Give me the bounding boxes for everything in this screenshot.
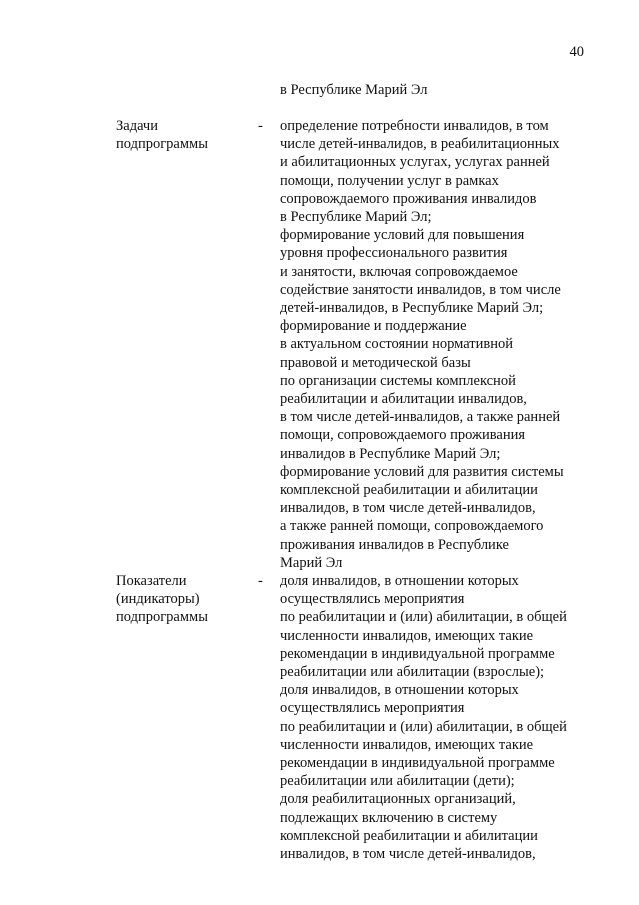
header-continuation-line: в Республике Марий Эл — [280, 82, 428, 98]
page-number: 40 — [569, 44, 584, 60]
indicator-paragraph: доля реабилитационных организаций, подлежащих включению в систему комплексной реабилитации и абилитации инвалидов, в том числе детей-инвалидов, — [280, 791, 538, 863]
indicator-paragraph: доля инвалидов, в отношении которых осуществлялись мероприятия по реабилитации и (или) абилитации, в общей численности инвалидов, имеющих такие рекомендации в индивидуальной программе реабилитации или абилитации (дети); — [280, 682, 567, 790]
task-paragraph: формирование условий для развития системы комплексной реабилитации и абилитации инвалидов, в том числе детей-инвалидов, а также ранней помощи, сопровождаемого проживания инвалидов в Республике Марий Эл — [280, 463, 564, 571]
section-content-indicators — [280, 572, 585, 863]
section-tasks — [116, 117, 586, 571]
section-content-tasks — [280, 117, 585, 572]
indicator-paragraph: доля инвалидов, в отношении которых осуществлялись мероприятия по реабилитации и (или) абилитации, в общей численности инвалидов, имеющих такие рекомендации в индивидуальной программе реабилитации или абилитации (взрослые); — [280, 573, 567, 681]
section-label-tasks: Задачи подпрограммы — [116, 118, 208, 153]
section-label-indicators: Показатели (индикаторы) подпрограммы — [116, 573, 208, 626]
section-indicators — [116, 572, 586, 872]
task-paragraph: формирование и поддержание в актуальном состоянии нормативной правовой и методической базы по организации системы комплексной реабилитации и абилитации инвалидов, в том числе детей-инвалидов, а также ранней помощи, сопровождаемого проживания инвалидов в Республике Марий Эл; — [280, 318, 561, 462]
section-dash: - — [258, 573, 263, 589]
section-dash: - — [258, 118, 263, 134]
task-paragraph: определение потребности инвалидов, в том числе детей-инвалидов, в реабилитационных и абилитационных услугах, услугах ранней помощи, получении услуг в рамках сопровождаемого проживания инвалидов в Республике Марий Эл; — [280, 118, 560, 226]
task-paragraph: формирование условий для повышения уровня профессионального развития и занятости, включая сопровождаемое содействие занятости инвалидов, в том числе детей-инвалидов, в Республике Марий Эл; — [280, 227, 561, 317]
